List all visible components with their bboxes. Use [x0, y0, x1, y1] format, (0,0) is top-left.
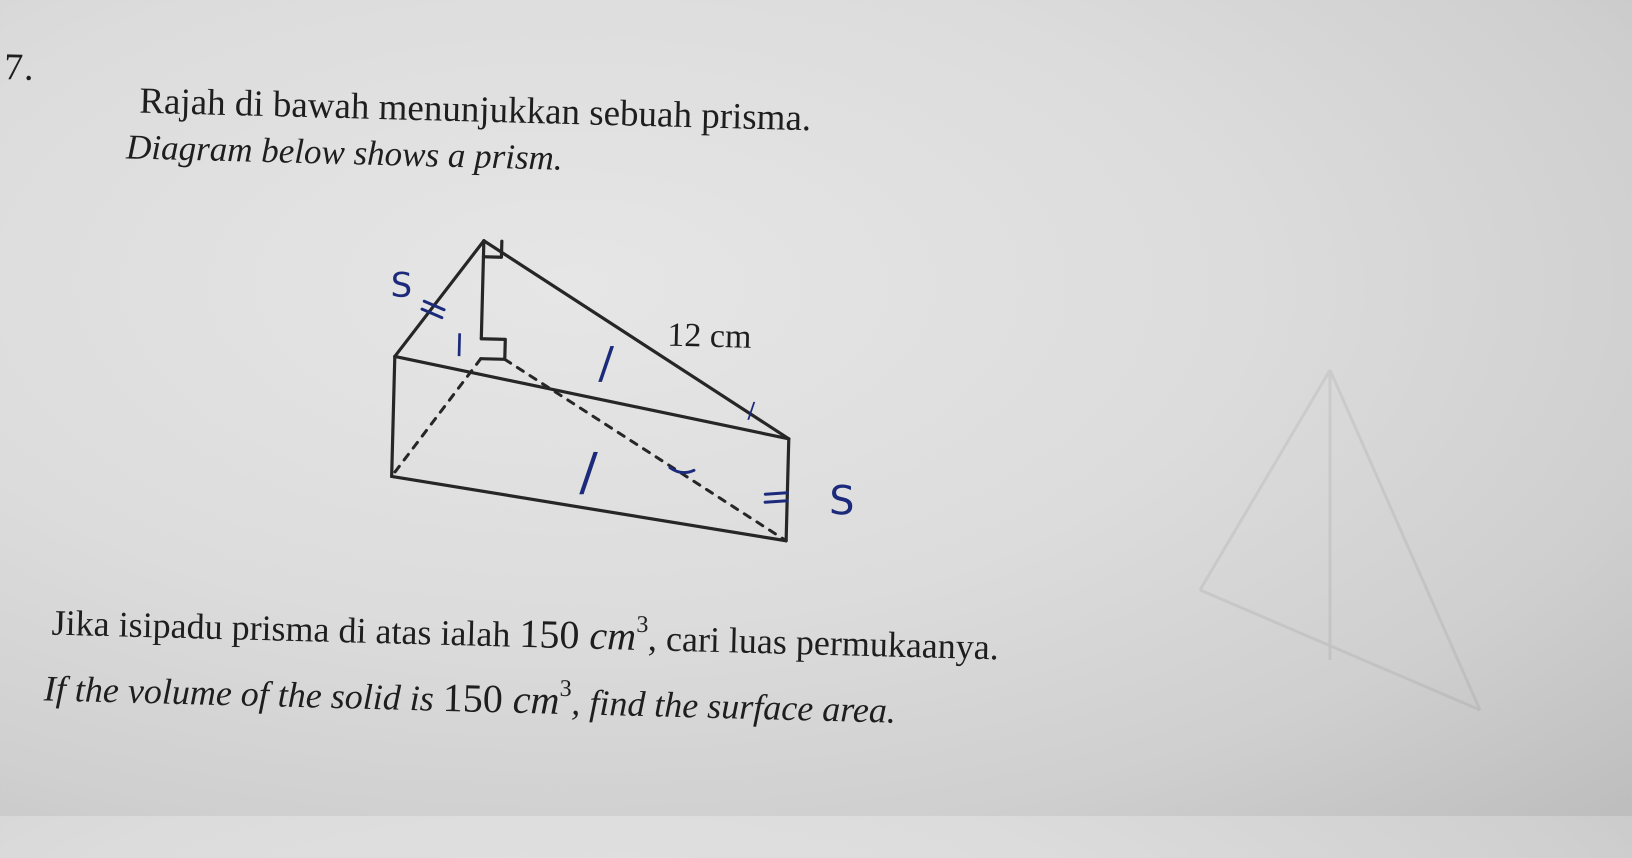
volume-exponent-en: 3	[559, 675, 573, 702]
question-malay-end: , cari luas permukaanya.	[647, 618, 1000, 668]
intro-english: Diagram below shows a prism.	[125, 127, 564, 178]
handwritten-mark-two: /	[598, 337, 615, 390]
handwritten-s-top: S	[390, 265, 413, 306]
handwritten-mark-three: /	[579, 442, 599, 503]
question-number: 7.	[3, 46, 36, 89]
right-angle-mark-bottom	[481, 339, 506, 360]
volume-unit-en: cm	[512, 676, 561, 723]
handwritten-s-right: S	[828, 477, 856, 525]
prism-hidden-edge-left	[392, 356, 481, 478]
question-english-start: If the volume of the solid is	[43, 668, 444, 719]
prism-edge-front-left	[392, 356, 395, 476]
edge-length-label: 12 cm	[666, 316, 752, 356]
hand-curve-mark	[670, 468, 694, 473]
bleed-through-pyramid	[1180, 360, 1510, 740]
handwritten-mark-four: /	[747, 398, 756, 424]
volume-expression-malay	[519, 611, 649, 659]
volume-value-en: 150	[442, 674, 504, 722]
tick-mark-left-a	[424, 301, 444, 310]
tick-mark-right-a	[765, 492, 787, 495]
volume-unit: cm	[588, 612, 637, 659]
handwritten-mark-one: l	[454, 329, 464, 365]
prism-edge-front-right	[786, 439, 789, 541]
question-malay-start: Jika isipadu prisma di atas ialah	[51, 602, 520, 655]
volume-exponent: 3	[636, 611, 649, 638]
tick-mark-right-b	[765, 500, 787, 503]
volume-value: 150	[518, 610, 581, 658]
question-english-end: , find the surface area.	[570, 682, 897, 731]
volume-expression-english	[442, 675, 572, 723]
intro-malay: Rajah di bawah menunjukkan sebuah prisma.	[138, 80, 812, 140]
